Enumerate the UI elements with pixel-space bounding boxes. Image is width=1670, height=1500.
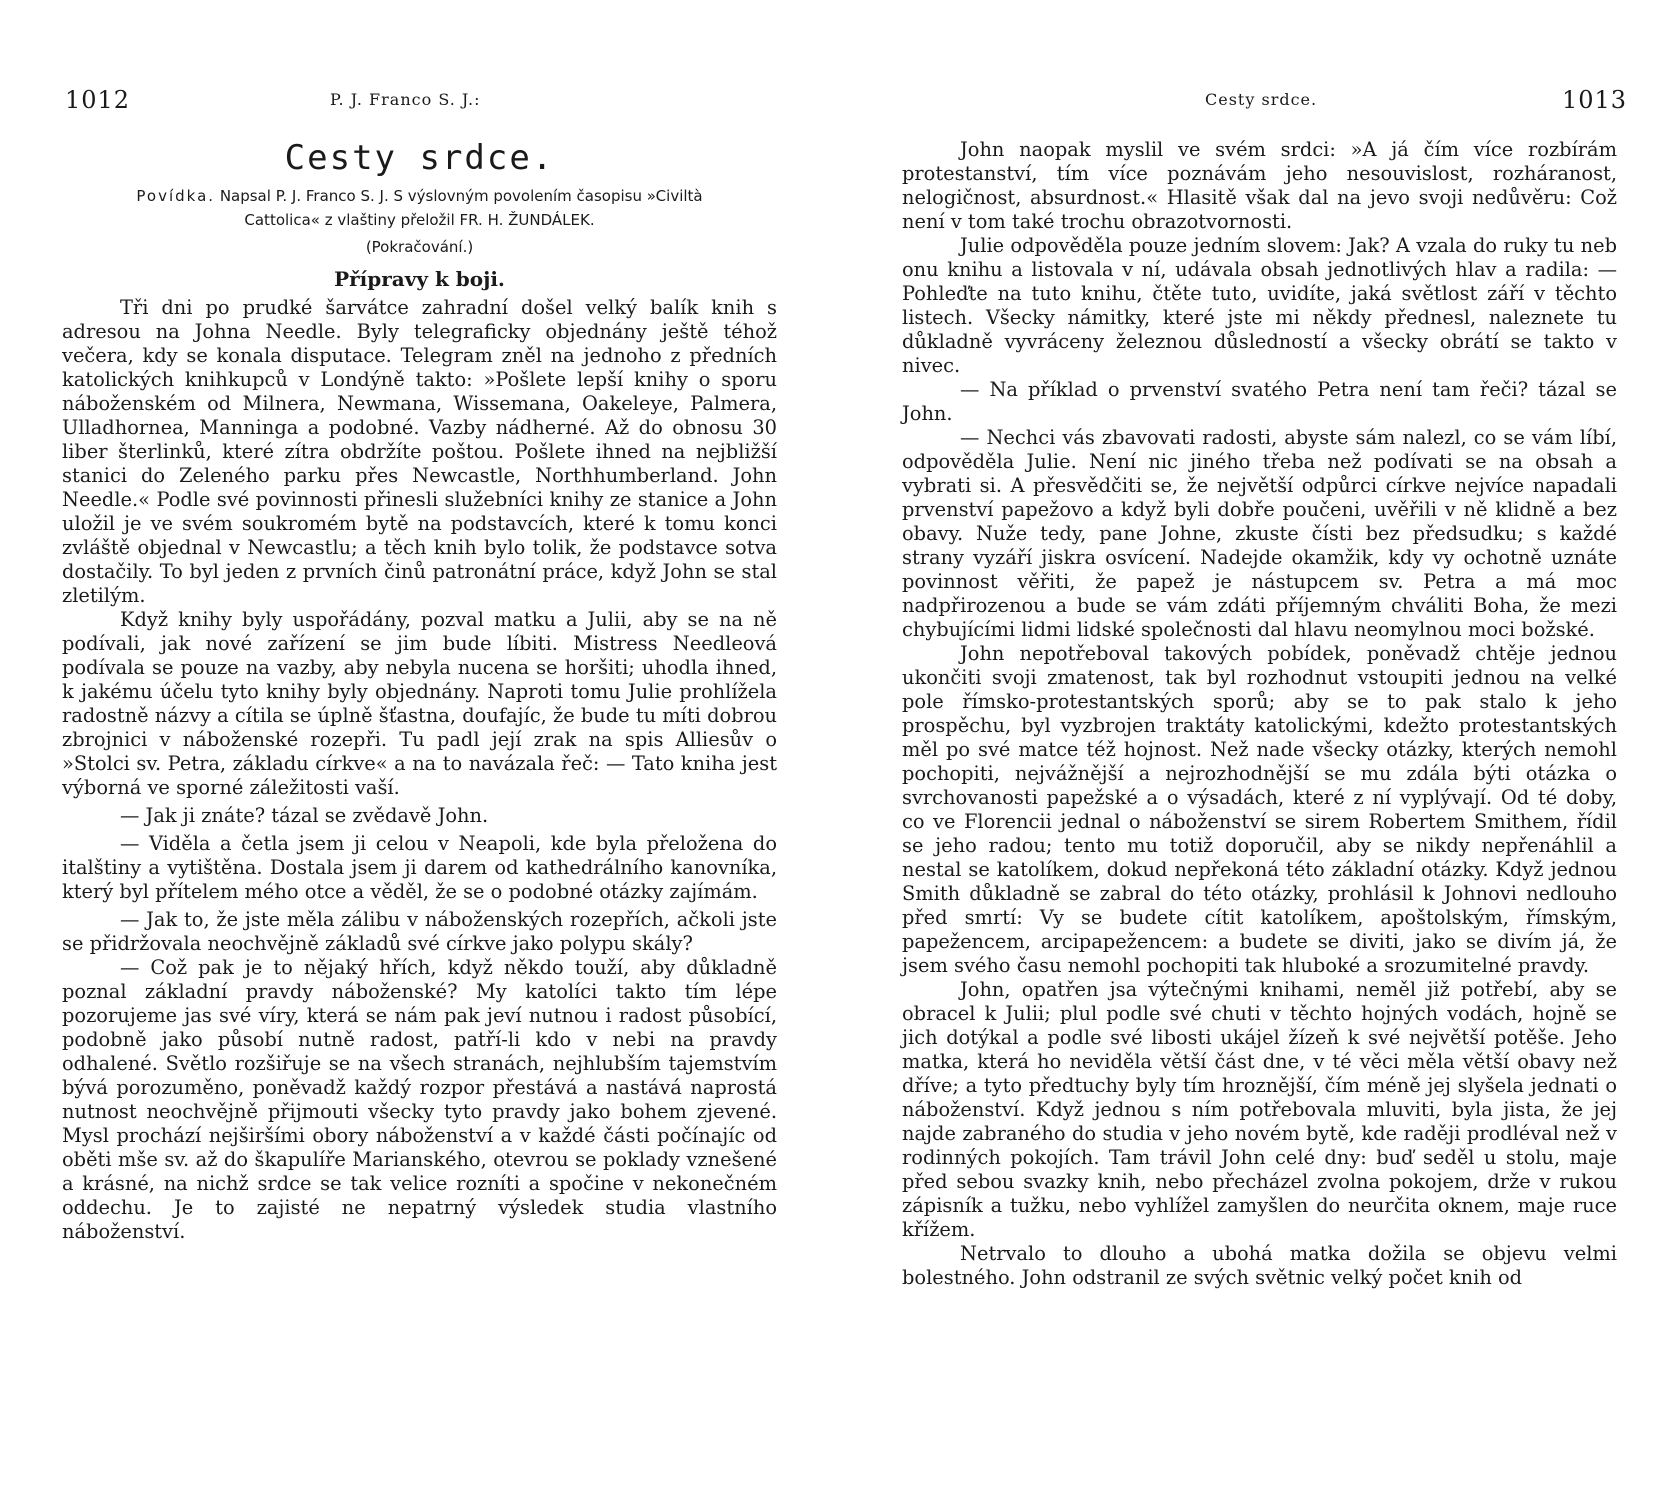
- continuation-note: (Pokračování.): [365, 238, 474, 256]
- right-running-head: [835, 85, 1670, 115]
- right-page-number: 1013: [1562, 86, 1628, 114]
- left-page-number: 1012: [65, 86, 131, 114]
- right-paragraph-5: John nepotřeboval takových pobídek, poněvadž chtěje jednou ukončiti svoji zmatenost, tak byl rozhodnut vstoupiti jednou na velké pole římsko-protestantských sporů; aby se to pak stalo k jeho prospěchu, byl vyzbrojen traktáty katolickými, kdežto protestantských měl po své matce též hojnost. Než nade všecky otázky, kterých nemohl pochopiti, nejvážnější a nejrozhodnější se mu zdála býti otázka o svrchovanosti papežské a o výsadách, které z ní vyplývají. Od té doby, co ve Florencii jednal o náboženství se sirem Robertem Smithem, řídil se jeho radou; tento mu totiž doporučil, aby se nikdy nepřenáhlil a nestal se katolíkem, dokud nepřekoná této základní otázky. Když jednou Smith důkladně se zabral do této otázky, prohlásil k Johnovi nedlouho před smrtí: Vy se budete cítit katolíkem, apoštolským, římským, papežencem, arcipapežencem: a budete se diviti, jako se divím já, že jsem svého času nemohl pochopiti tak hluboké a srozumitelné pravdy.: [902, 642, 1617, 977]
- credit-lead: Povídka.: [136, 187, 216, 205]
- left-paragraph-1: Tři dni po prudké šarvátce zahradní došel velký balík knih s adresou na Johna Needle. Byly telegraficky objednány ještě téhož večera, kdy se konala disputace. Telegram zněl na jednoho z předních katolických knihkupců v Londýně takto: »Pošlete lepší knihy o sporu náboženském od Milnera, Newmana, Wissemana, Oakeleye, Palmera, Ulladhornea, Manninga a podobné. Vazby nádherné. Až do obnosu 30 liber šterlinků, které zítra obdržíte poštou. Pošlete ihned na nejbližší stanici do Zeleného parku přes Newcastle, Northhumberland. John Needle.« Podle své povinnosti přinesli služebníci knihy ze stanice a John uložil je ve svém soukromém bytě na podstavcích, které k tomu konci zvláště objednal v Newcastlu; a těch knih bylo tolik, že podstavce sotva dostačily. To byl jeden z prvních činů patronátní práce, když John se stal zletilým.: [62, 296, 777, 607]
- left-paragraph-3: — Jak ji znáte? tázal se zvědavě John.: [120, 804, 489, 827]
- left-paragraph-5: — Jak to, že jste měla zálibu v náboženských rozepřích, ačkoli jste se přidržovala neochvějně základů své církve jako polypu skály?: [62, 908, 777, 955]
- right-paragraph-4: — Nechci vás zbavovati radosti, abyste sám nalezl, co se vám líbí, odpověděla Julie. Není nic jiného třeba než podívati se na obsah a vybrati si. A přesvědčiti se, že největší odpůrci církve nejvíce napadali prvenství papežovo a když byli dobře poučeni, uvěřili v ně klidně a bez obavy. Nuže tedy, pane Johne, zkuste čísti bez předsudku; s každé strany vyzáří jiskra osvícení. Nadejde okamžik, kdy vy ochotně uznáte povinnost věřiti, že papež je nástupcem sv. Petra a má moc nadpřirozenou a bude se vám zdáti příjemným chváliti Boha, že mezi chybujícími lidmi lidské společnosti dal hlavu neomylnou moci božské.: [902, 426, 1617, 641]
- right-paragraph-7: Netrvalo to dlouho a ubohá matka dožila se objevu velmi bolestného. John odstranil ze svých světnic velký počet knih od: [902, 1242, 1617, 1289]
- right-paragraph-3: — Na příklad o prvenství svatého Petra není tam řeči? tázal se John.: [902, 378, 1617, 425]
- right-paragraph-1: John naopak myslil ve svém srdci: »A já čím více rozbírám protestanství, tím více poznávám jeho nesouvislost, rozháranost, nelogičnost, absurdnost.« Hlasitě však dal na jevo svoji nedůvěru: Což není v tom také trochu obrazotvornosti.: [902, 138, 1617, 233]
- right-page: [835, 0, 1670, 1500]
- left-column: [62, 138, 777, 1244]
- credit-line-2: Cattolica« z vlaštiny přeložil FR. H. ŽUNDÁLEK.: [244, 211, 595, 229]
- left-running-head: [0, 85, 835, 115]
- story-credit: [62, 184, 777, 208]
- credit-line-2-wrap: [62, 208, 777, 232]
- left-paragraph-4: — Viděla a četla jsem ji celou v Neapoli, kde byla přeložena do italštiny a vytištěna. Dostala jsem ji darem od kathedrálního kanovníka, který byl přítelem mého otce a věděl, že se o podobné otázky zajímám.: [62, 832, 777, 903]
- right-paragraph-6: John, opatřen jsa výtečnými knihami, neměl již potřebí, aby se obracel k Julii; plul podle své chuti v těchto hojných vodách, hojně se jich dotýkal a podle své libosti ukájel žízeň k své největší potěše. Jeho matka, která ho neviděla větší část dne, v té věci měla větší obavy než dříve; a tyto předtuchy byly tím hroznější, čím méně jej slyšela jednati o náboženství. Když jednou s ním potřebovala mluviti, byla jista, že jej najde zabraného do studia v jeho novém bytě, kde raději prodléval než v rodinných pokojích. Tam trávil John celé dny: buď seděl u stolu, maje před sebou svazky knih, nebo přecházel zvolna pokojem, drže v rukou zápisník a tužku, nebo vyhlížel zamyšlen do neurčita oknem, maje ruce křížem.: [902, 978, 1617, 1241]
- right-paragraph-2: Julie odpověděla pouze jedním slovem: Jak? A vzala do ruky tu neb onu knihu a listovala v ní, udávala obsah jednotlivých hlav a radila: — Pohleďte na tuto knihu, čtěte tuto, uvidíte, jaká světlost září v těchto listech. Všecky námitky, které jste mi někdy přednesl, naleznete tu důkladně vyvráceny železnou důsledností a všecky obrátí se takto v nivec.: [902, 234, 1617, 377]
- left-paragraph-2: Když knihy byly uspořádány, pozval matku a Julii, aby se na ně podívali, jak nové zařízení se jim bude líbiti. Mistress Needleová podívala se pouze na vazby, aby nebyla nucena se horšiti; uhodla ihned, k jakému účelu tyto knihy byly objednány. Naproti tomu Julie prohlížela radostně názvy a cítila se úplně šťastna, doufajíc, že bude tu míti dobrou zbrojnici v náboženské rozepři. Tu padl její zrak na spis Alliesův o »Stolci sv. Petra, základu církve« a na to navázala řeč: — Tato kniha jest výborná ve sporné záležitosti vaší.: [62, 608, 777, 799]
- left-paragraph-6: — Což pak je to nějaký hřích, když někdo touží, aby důkladně poznal základní pravdy náboženské? My katolíci takto tím lépe pozorujeme jas své víry, která se nám pak jeví nutnou i radost působící, podobně jako působí nutně radost, patří-li kdo v nebi na pravdy odhalené. Světlo rozšiřuje se na všech stranách, nejhlubším tajemstvím bývá porozuměno, poněvadž každý rozpor přestává a nastává naprostá nutnost neochvějně přijmouti všecky tyto pravdy jako bohem zjevené. Mysl prochází nejširšími obory náboženství a v každé části počínajíc od oběti mše sv. až do škapulíře Marianského, otevrou se poklady vznešené a krásné, na nichž srdce se tak velice rozníti a spočine v nekonečném oddechu. Je to zajisté ne nepatrný výsledek studia vlastního náboženství.: [62, 956, 777, 1243]
- right-running-title: Cesty srdce.: [1205, 90, 1318, 109]
- right-column: [902, 138, 1617, 1290]
- credit-line-1: Napsal P. J. Franco S. J. S výslovným povolením časopisu »Civiltà: [219, 187, 703, 205]
- chapter-heading: Přípravy k boji.: [334, 267, 505, 291]
- story-title: Cesty srdce.: [284, 138, 555, 178]
- left-running-title: P. J. Franco S. J.:: [330, 90, 481, 109]
